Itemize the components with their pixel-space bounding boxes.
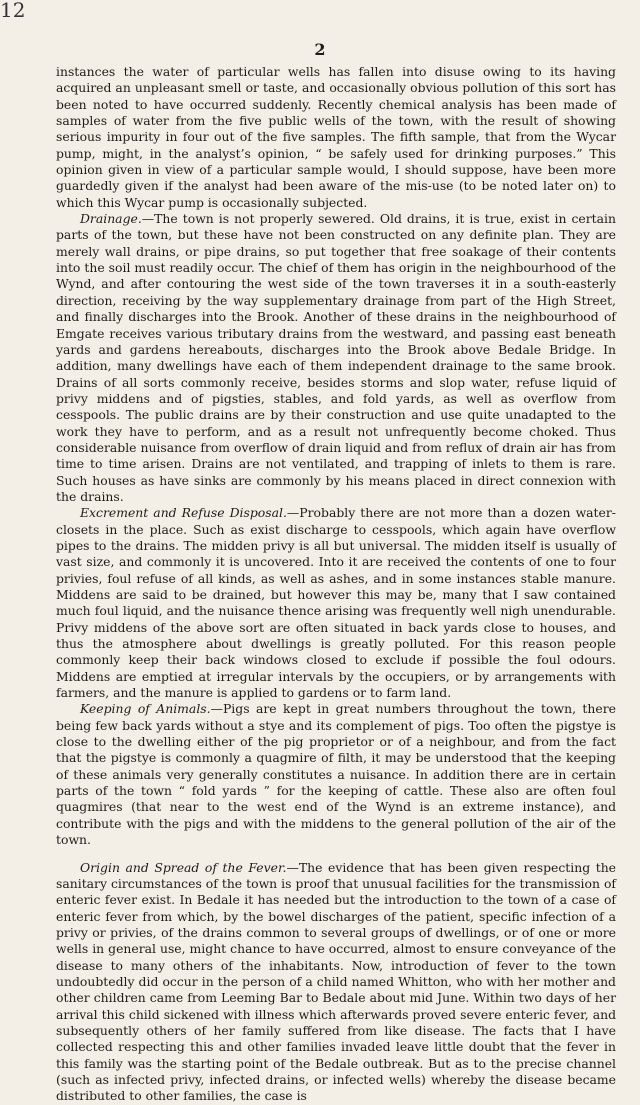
paragraph-text: —Pigs are kept in great numbers throughout the town, there being few back yards without a stye and its complement of pigs. Too often the pigstye is close to the dwelling either of the pig proprietor or of a neighbour, and from the fact that the pigstye is commonly a quagmire of filth, it may be understood that the keeping of these animals very generally constitutes a nuisance. In addition there are in certain parts of the town “ fold yards ” for the keeping of cattle. These also are often foul quagmires (that near to the west end of the Wynd is an extreme instance), and contribute with the pigs and with the middens to the general pollution of the air of the town. xyxy=(56,701,616,848)
paragraph-text: —The evidence that has been given respecting the sanitary circumstances of the town is proof that unusual facilities for the transmission of enteric fever exist. In Bedale it has needed but the introduction to the town of a case of enteric fever from which, by the bowel discharges of the patient, specific infection of a privy or privies, of the drains common to several groups of dwellings, or of one or more wells in general use, might chance to have occurred, almost to ensure conveyance of the disease to many others of the inhabitants. Now, introduction of fever to the town undoubtedly did occur in the person of a child named Whitton, who with her mother and other children came from Leeming Bar to Bedale about mid June. Within two days of her arrival this child sickened with illness which afterwards proved severe enteric fever, and subsequently others of her family suffered from like disease. The facts that I have collected respecting this and other families invaded leave little doubt that the fever in this family was the starting point of the Bedale outbreak. But as to the precise channel (such as infected privy, infected drains, or infected wells) whereby the disease became distributed to other families, the case is xyxy=(56,859,617,1104)
paragraph-drainage xyxy=(56,211,616,505)
page-body xyxy=(56,64,616,1105)
paragraph-excrement-refuse xyxy=(56,505,616,701)
paragraph-water-supply xyxy=(56,64,616,211)
margin-annotation: 12 xyxy=(0,0,26,22)
paragraph-origin-spread xyxy=(56,860,616,1105)
paragraph-keeping-animals xyxy=(56,701,616,848)
paragraph-text: —The town is not properly sewered. Old drains, it is true, exist in certain parts of the town, but these have not been constructed on any definite plan. They are merely wall drains, or pipe drains, so put together that free soakage of their contents into the soil must readily occur. The chief of them has origin in the neighbourhood of the Wynd, and after contouring the west side of the town traverses it in a south-easterly direction, receiving by the way supplementary drainage from part of the High Street, and finally discharges into the Brook. Another of these drains in the neighbourhood of Emgate receives various tributary drains from the westward, and passing east beneath yards and gardens hereabouts, discharges into the Brook above Bedale Bridge. In addition, many dwellings have each of them independent drainage to the same brook. Drains of all sorts commonly receive, besides storms and slop water, refuse liquid of privy middens and of pigsties, stables, and fold yards, as well as overflow from cesspools. The public drains are by their construction and use quite unadapted to the work they have to perform, and as a result not unfrequently become choked. Thus considerable nuisance from overflow of drain liquid and from reflux of drain air has from time to time arisen. Drains are not ventilated, and trapping of inlets to them is rare. Such houses as have sinks are commonly by his means placed in direct connexion with the drains. xyxy=(56,211,616,504)
section-heading-origin-spread: Origin and Spread of the Fever. xyxy=(80,859,287,875)
page-number: 2 xyxy=(314,40,326,59)
section-heading-excrement-refuse: Excrement and Refuse Disposal. xyxy=(80,505,287,521)
section-heading-keeping-animals: Keeping of Animals. xyxy=(80,701,211,717)
paragraph-text: instances the water of particular wells has fallen into disuse owing to its having acquired an unpleasant smell or taste, and occasionally obvious pollution of this sort has been noted to have occurred suddenly. Recently chemical analysis has been made of samples of water from the five public wells of the town, with the result of showing serious impurity in four out of the five samples. The fifth sample, that from the Wycar pump, might, in the analyst’s opinion, “ be safely used for drinking purposes.” This opinion given in view of a particular sample would, I should suppose, have been more guardedly given if the analyst had been aware of the mis-use (to be noted later on) to which this Wycar pump is occasionally subjected. xyxy=(56,64,616,210)
paragraph-text: —Probably there are not more than a dozen water-closets in the place. Such as exist discharge to cesspools, which again have overflow pipes to the drains. The midden privy is all but universal. The midden itself is usually of vast size, and commonly it is uncovered. Into it are received the contents of one to four privies, foul refuse of all kinds, as well as ashes, and in some instances stable manure. Middens are said to be drained, but however this may be, many that I saw contained much foul liquid, and the nuisance thence arising was frequently well nigh unendurable. Privy middens of the above sort are often situated in back yards close to houses, and thus the atmosphere about dwellings is greatly polluted. For this reason people commonly keep their back windows closed to exclude if possible the foul odours. Middens are emptied at irregular intervals by the occupiers, or by arrangements with farmers, and the manure is applied to gardens or to farm land. xyxy=(56,505,616,701)
section-heading-drainage: Drainage. xyxy=(80,211,142,227)
